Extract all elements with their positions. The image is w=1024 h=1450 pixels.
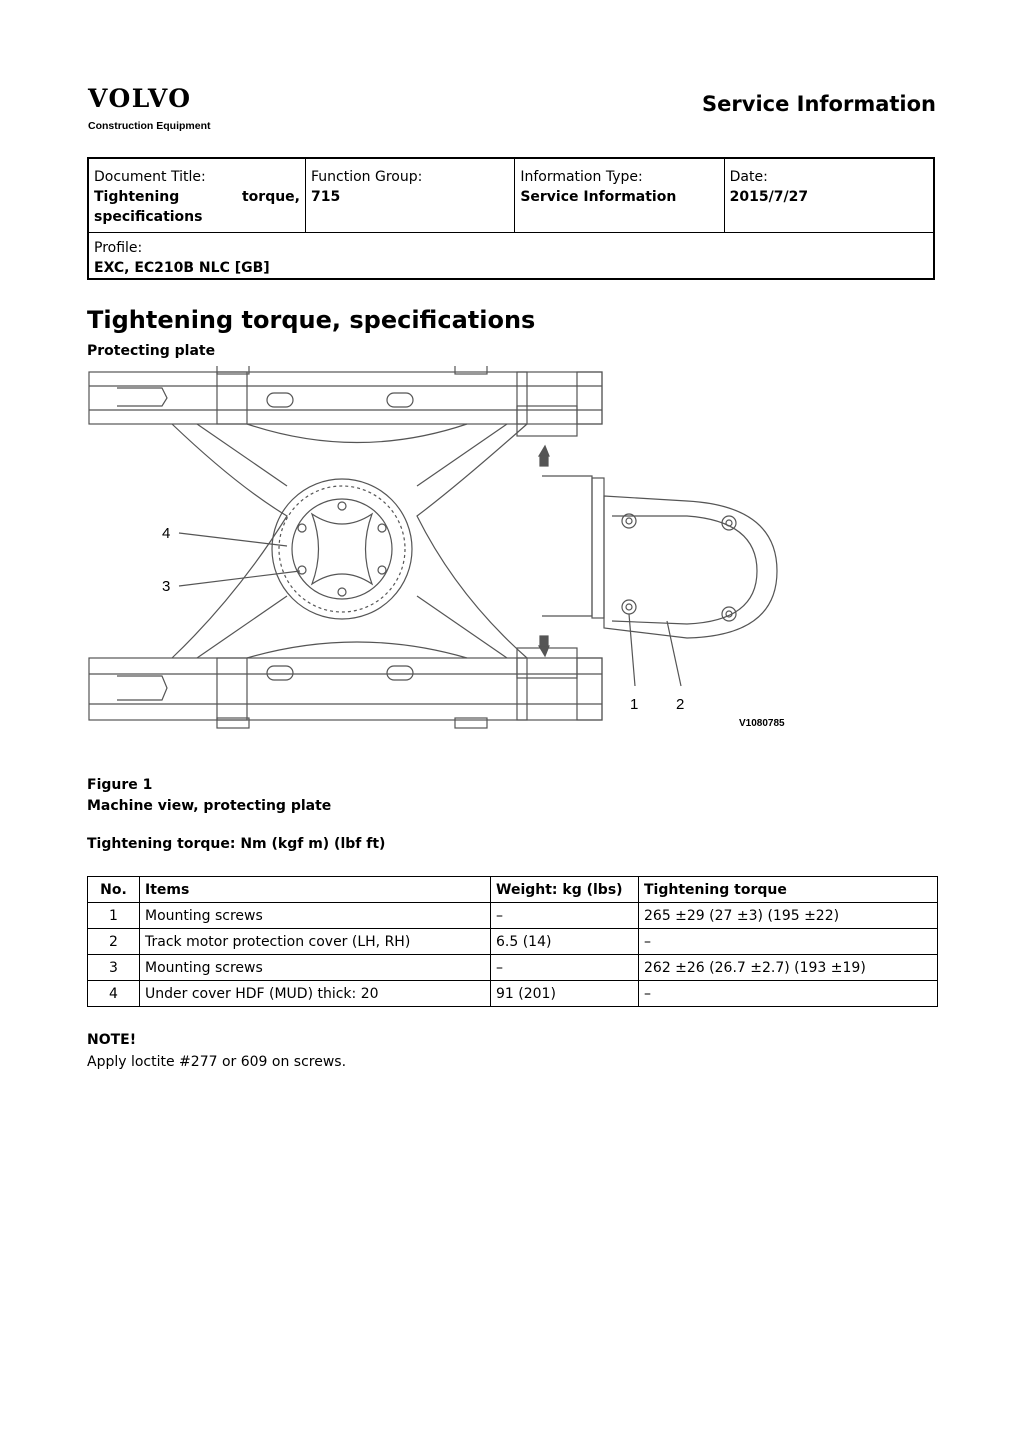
- callout-1: 1: [630, 696, 639, 713]
- cell-no: 3: [88, 955, 140, 981]
- function-group-value: 715: [311, 189, 341, 205]
- cell-no: 1: [88, 903, 140, 929]
- callout-2: 2: [676, 696, 685, 713]
- cell-item: Mounting screws: [140, 955, 491, 981]
- cell-torque: 262 ±26 (26.7 ±2.7) (193 ±19): [639, 955, 938, 981]
- col-header-torque: Tightening torque: [639, 877, 938, 903]
- document-title-value: Tightening torque, specifications: [94, 189, 300, 225]
- track-motor-protection-cover: [604, 496, 777, 638]
- brand-subtitle: Construction Equipment: [88, 120, 211, 132]
- page-title: Tightening torque, specifications: [87, 306, 536, 334]
- meta-document-title: [89, 159, 306, 232]
- note-text: Apply loctite #277 or 609 on screws.: [87, 1054, 347, 1070]
- table-row: [88, 955, 938, 981]
- cell-item: Under cover HDF (MUD) thick: 20: [140, 981, 491, 1007]
- cell-weight: –: [491, 903, 639, 929]
- note-title: NOTE!: [87, 1032, 137, 1048]
- cell-item: Mounting screws: [140, 903, 491, 929]
- cell-weight: 91 (201): [491, 981, 639, 1007]
- section-subtitle: Protecting plate: [87, 343, 216, 359]
- volvo-logo: [88, 86, 211, 132]
- header-doc-type: Service Information: [702, 92, 936, 116]
- figure-code: V1080785: [739, 718, 785, 729]
- cell-weight: –: [491, 955, 639, 981]
- information-type-label: Information Type:: [520, 169, 643, 185]
- meta-date: [725, 159, 933, 232]
- callout-3: 3: [162, 578, 171, 595]
- meta-row-main: [89, 159, 933, 233]
- figure-caption: [87, 775, 331, 817]
- meta-profile: [89, 233, 933, 278]
- cell-no: 2: [88, 929, 140, 955]
- date-label: Date:: [729, 169, 768, 185]
- meta-information-type: [515, 159, 724, 232]
- brand-wordmark: VOLVO: [88, 84, 192, 113]
- cell-torque: –: [639, 981, 938, 1007]
- col-header-no: No.: [88, 877, 140, 903]
- col-header-items: Items: [140, 877, 491, 903]
- cell-item: Track motor protection cover (LH, RH): [140, 929, 491, 955]
- note-block: [87, 1029, 346, 1073]
- callout-4: 4: [162, 525, 171, 542]
- table-row: [88, 929, 938, 955]
- under-cover-plate: [312, 514, 372, 584]
- figure-number: Figure 1: [87, 777, 153, 793]
- col-header-weight: Weight: kg (lbs): [491, 877, 639, 903]
- date-value: 2015/7/27: [729, 189, 809, 205]
- torque-units-heading: Tightening torque: Nm (kgf m) (lbf ft): [87, 836, 386, 852]
- profile-label: Profile:: [94, 240, 143, 256]
- cell-weight: 6.5 (14): [491, 929, 639, 955]
- cell-torque: –: [639, 929, 938, 955]
- document-meta-box: [87, 157, 935, 280]
- table-row: [88, 981, 938, 1007]
- swing-bearing-outer: [272, 479, 412, 619]
- table-header-row: [88, 877, 938, 903]
- cell-no: 4: [88, 981, 140, 1007]
- machine-view-drawing: [87, 366, 787, 746]
- profile-value: EXC, EC210B NLC [GB]: [94, 260, 270, 276]
- cell-torque: 265 ±29 (27 ±3) (195 ±22): [639, 903, 938, 929]
- meta-function-group: [306, 159, 515, 232]
- torque-spec-table: [87, 876, 938, 1007]
- document-title-label: Document Title:: [94, 169, 206, 185]
- function-group-label: Function Group:: [311, 169, 423, 185]
- top-track-frame: [89, 372, 602, 424]
- figure-description: Machine view, protecting plate: [87, 798, 332, 814]
- information-type-value: Service Information: [520, 189, 677, 205]
- table-row: [88, 903, 938, 929]
